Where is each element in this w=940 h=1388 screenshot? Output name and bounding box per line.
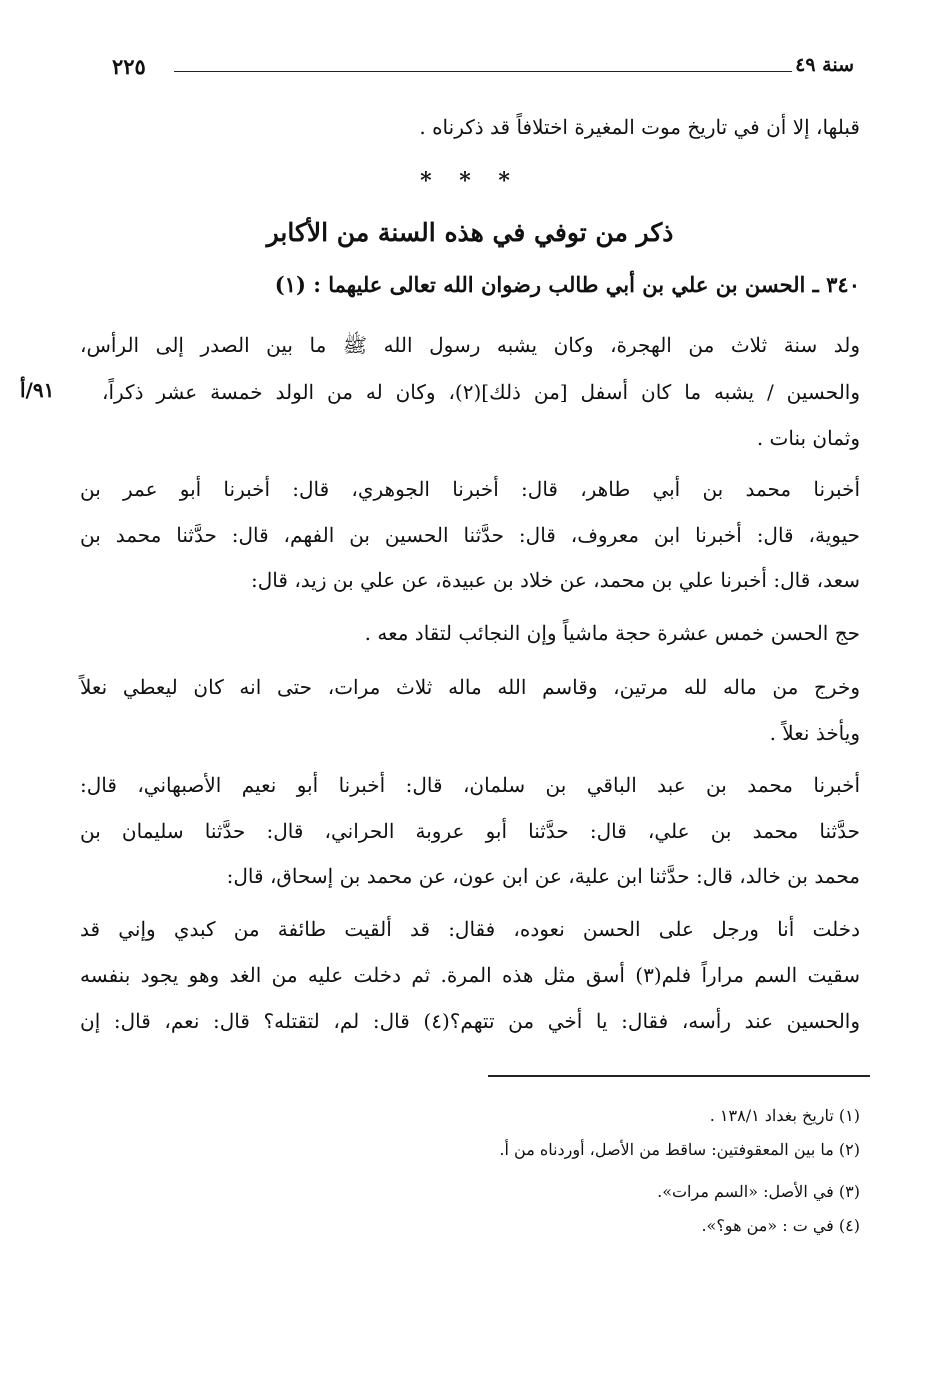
body-line: حج الحسن خمس عشرة حجة ماشياً وإن النجائب لتقاد معه .	[364, 621, 860, 645]
body-line: ولد سنة ثلاث من الهجرة، وكان يشبه رسول الله ﷺ ما بين الصدر إلى الرأس،	[80, 333, 860, 357]
footnote: (١) تاريخ بغداد ١٣٨/١ .	[709, 1106, 860, 1125]
body-line: والحسين / يشبه ما كان أسفل [من ذلك](٢)، وكان له من الولد خمسة عشر ذكراً،	[102, 380, 860, 404]
body-line: سقيت السم مراراً فلم(٣) أسق مثل هذه المرة. ثم دخلت عليه من الغد وهو يجود بنفسه	[80, 963, 860, 987]
footnote: (٢) ما بين المعقوفتين: ساقط من الأصل، أوردناه من أ.	[499, 1140, 860, 1159]
page-number: ٢٢٥	[112, 54, 146, 79]
footnote: (٤) في ت : «من هو؟».	[701, 1216, 860, 1235]
running-head	[112, 50, 854, 90]
body-line: حدَّثنا محمد بن علي، قال: حدَّثنا أبو عروبة الحراني، قال: حدَّثنا سليمان بن	[80, 819, 860, 843]
intro-line: قبلها، إلا أن في تاريخ موت المغيرة اختلافاً قد ذكرناه .	[419, 115, 860, 139]
body-line: حيوية، قال: أخبرنا ابن معروف، قال: حدَّثنا الحسين بن الفهم، قال: حدَّثنا محمد بن	[80, 523, 860, 547]
body-line: وخرج من ماله لله مرتين، وقاسم الله ماله ثلاث مرات، حتى انه كان ليعطي نعلاً	[80, 675, 860, 699]
margin-folio-note: ٩١/أ	[20, 378, 55, 402]
body-line: محمد بن خالد، قال: حدَّثنا ابن علية، عن ابن عون، عن محمد بن إسحاق، قال:	[226, 864, 860, 888]
footnote: (٣) في الأصل: «السم مرات».	[657, 1182, 860, 1201]
body-line: أخبرنا محمد بن أبي طاهر، قال: أخبرنا الجوهري، قال: أخبرنا أبو عمر بن	[80, 477, 860, 501]
body-line: سعد، قال: أخبرنا علي بن محمد، عن خلاد بن عبيدة، عن علي بن زيد، قال:	[251, 568, 860, 592]
running-head-year: سنة ٤٩	[795, 54, 854, 76]
footnote-rule	[488, 1075, 870, 1077]
body-line: دخلت أنا ورجل على الحسن نعوده، فقال: قد ألقيت طائفة من كبدي وإني قد	[80, 917, 860, 941]
running-head-rule	[174, 71, 792, 72]
body-line: والحسين عند رأسه، فقال: يا أخي من تتهم؟(٤) قال: لم، لتقتله؟ قال: نعم، قال: إن	[80, 1009, 860, 1033]
section-heading: ذكر من توفي في هذه السنة من الأكابر	[266, 218, 674, 247]
body-line: وثمان بنات .	[756, 426, 860, 450]
separator-stars: * * *	[420, 168, 520, 194]
body-line: أخبرنا محمد بن عبد الباقي بن سلمان، قال: أخبرنا أبو نعيم الأصبهاني، قال:	[80, 773, 860, 797]
entry-heading: ٣٤٠ ـ الحسن بن علي بن أبي طالب رضوان الله تعالى عليهما : (١)	[274, 272, 860, 297]
body-line: ويأخذ نعلاً .	[769, 721, 860, 745]
